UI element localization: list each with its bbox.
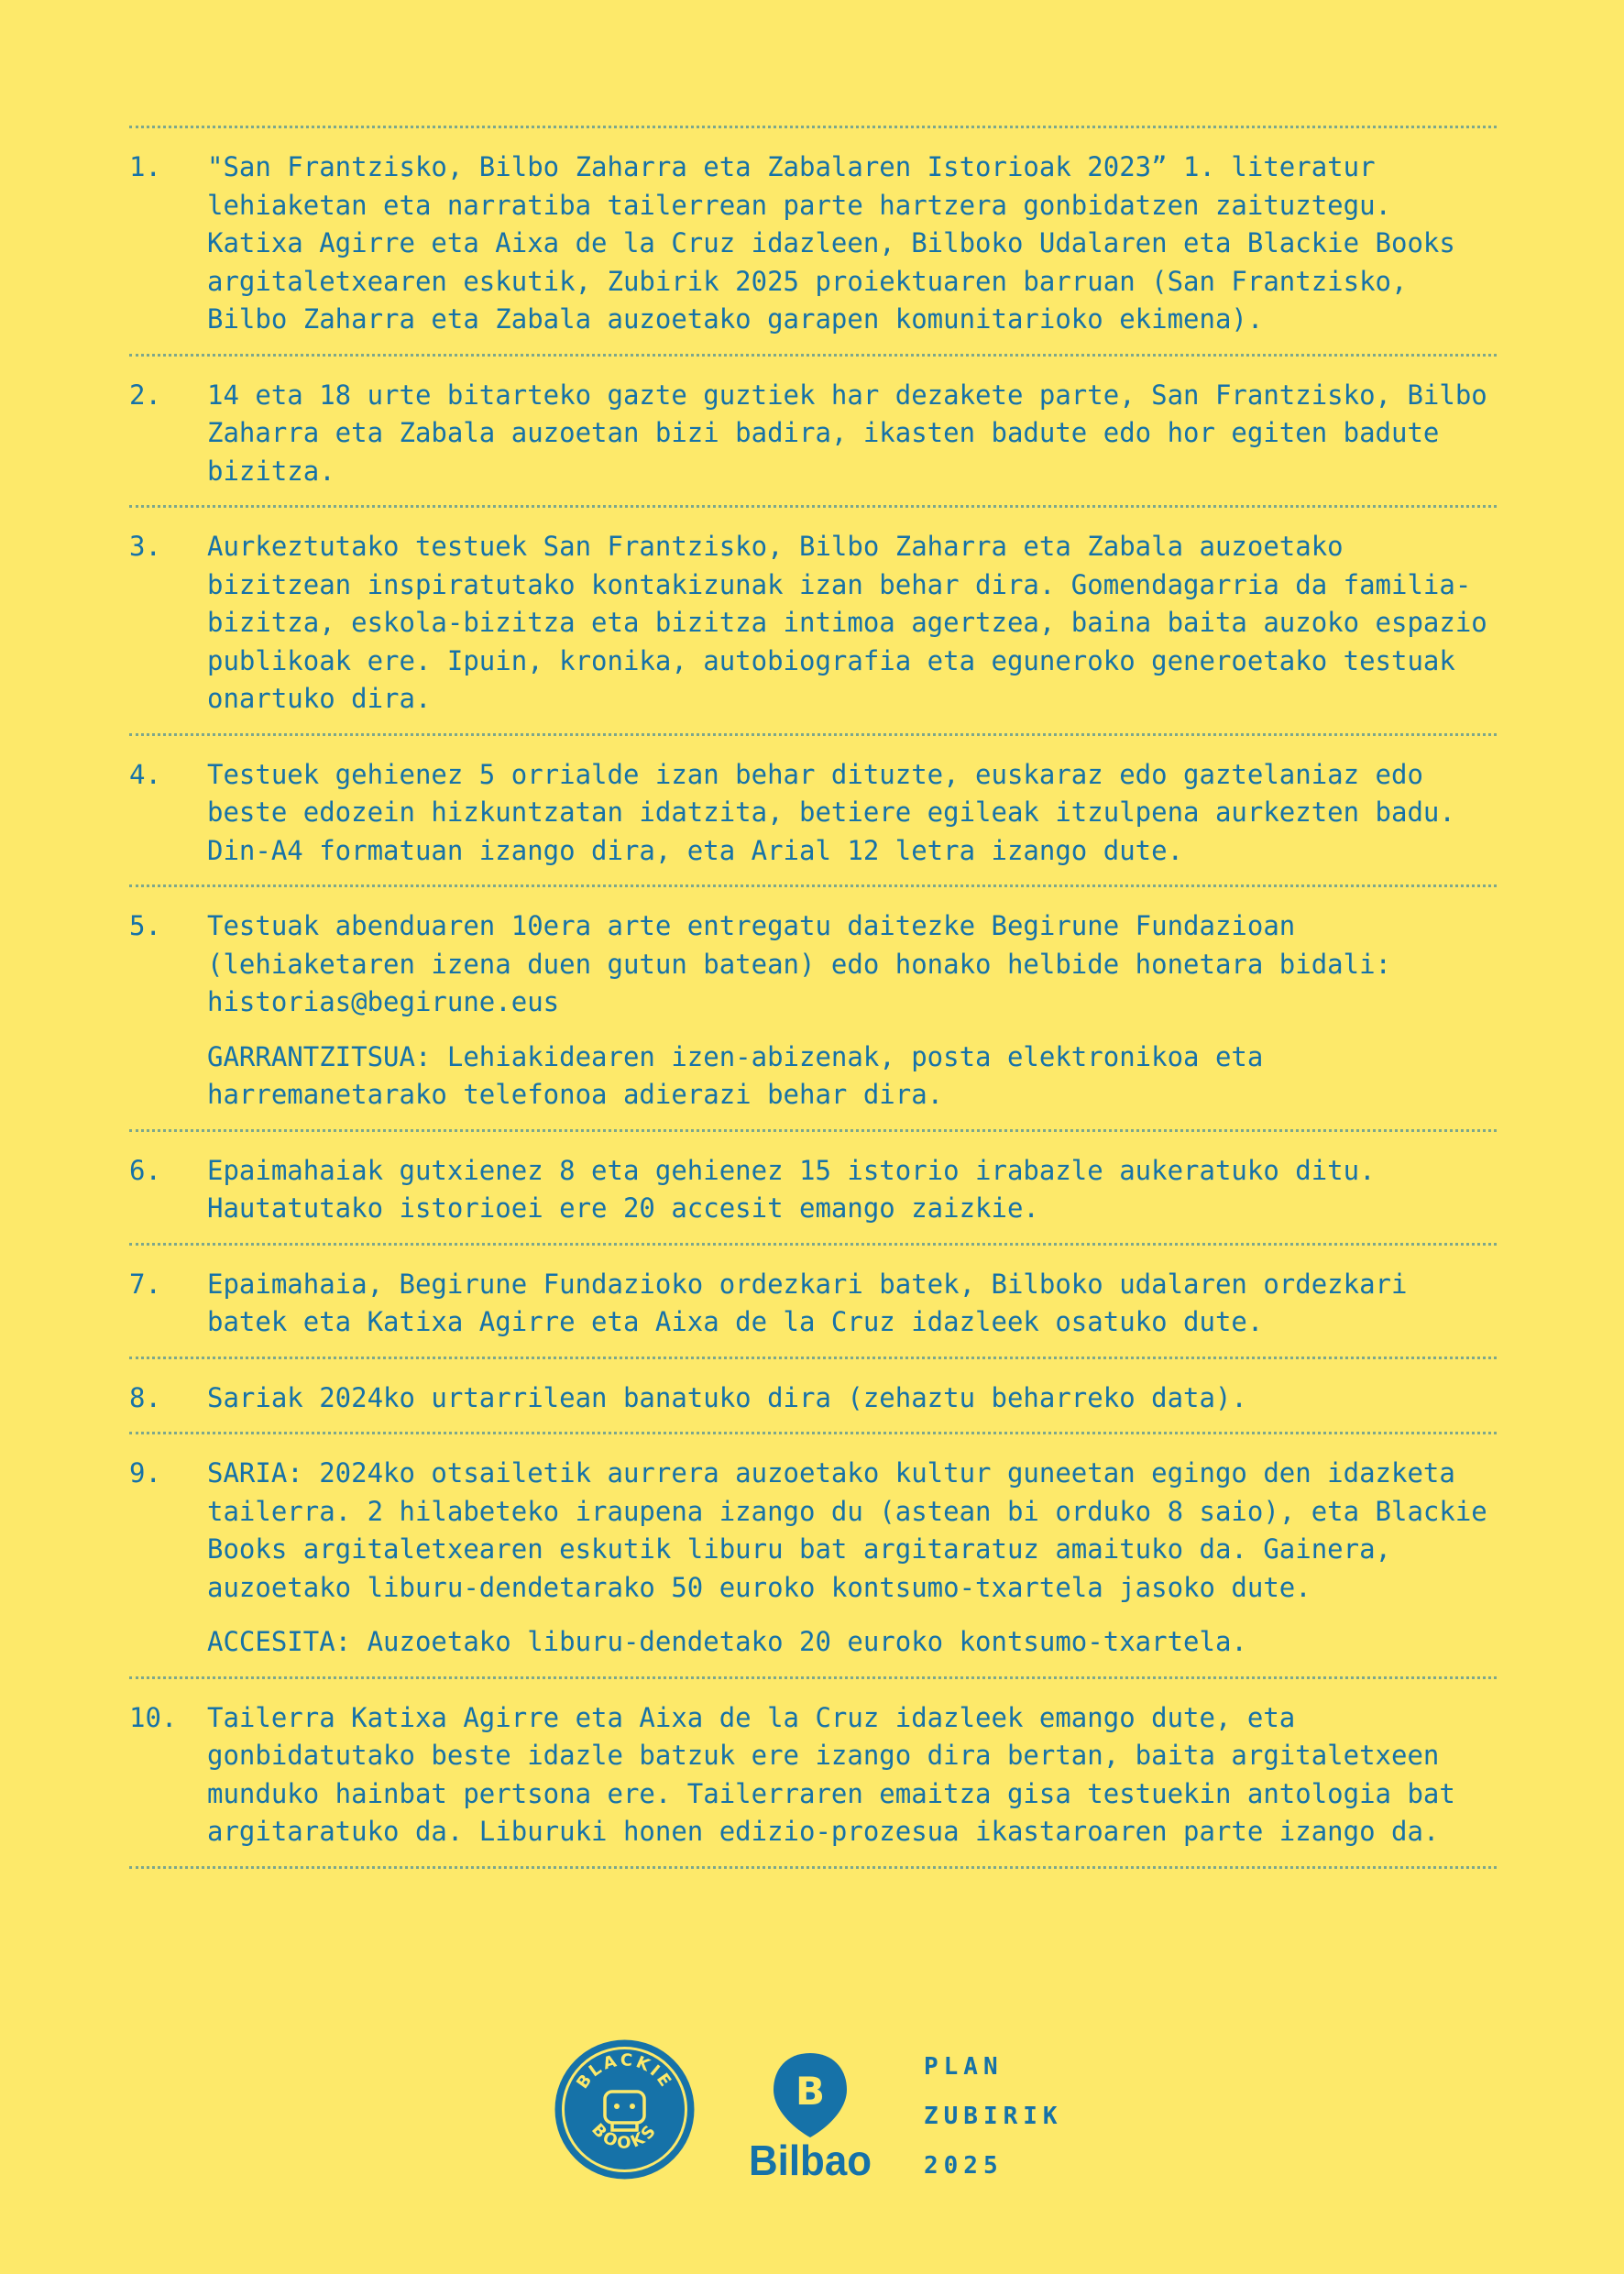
rule-paragraph: 14 eta 18 urte bitarteko gazte guztiek har dezakete parte, San Frantzisko, Bilbo Zaharra eta Zabala auzoetan bizi badira, ikasten badute edo hor egiten badute bizitza. bbox=[207, 379, 1487, 487]
rule-body bbox=[207, 1699, 1497, 1851]
bilbao-logo-text: Bilbao bbox=[749, 2137, 872, 2178]
svg-text:BLACKIE: BLACKIE bbox=[573, 2050, 676, 2093]
rule-paragraph: Tailerra Katixa Agirre eta Aixa de la Cruz idazleek emango dute, eta gonbidatutako beste idazle batzuk ere izango dira bertan, baita argitaletxeen munduko hainbat pertsona ere. Tailerraren emaitza gisa testuekin antologia bat argitaratuko da. Liburuki honen edizio-prozesua ikastaroaren parte izango da. bbox=[207, 1701, 1455, 1847]
rule-paragraph: Epaimahaiak gutxienez 8 eta gehienez 15 istorio irabazle aukeratuko ditu. Hautatutako istorioei ere 20 accesit emango zaizkie. bbox=[207, 1154, 1376, 1224]
rule-paragraph: "San Frantzisko, Bilbo Zaharra eta Zabalaren Istorioak 2023” 1. literatur lehiaketan eta narratiba tailerrean parte hartzera gonbidatzen zaituztegu. Katixa Agirre eta Aixa de la Cruz idazleen, Bilboko Udalaren eta Blackie Books argitaletxearen eskutik, Zubirik 2025 proiektuaren barruan (San Frantzisko, Bilbo Zaharra eta Zabala auzoetako garapen komunitarioko ekimena). bbox=[207, 151, 1455, 335]
blackie-books-logo-icon bbox=[554, 2038, 696, 2181]
dotted-divider bbox=[129, 1866, 1497, 1869]
rule-paragraph: SARIA: 2024ko otsailetik aurrera auzoetako kultur guneetan egingo den idazketa tailerra. 2 hilabeteko iraupena izango du (astean bi orduko 8 saio), eta Blackie Books argitaletxearen eskutik liburu bat argitaratuz amaituko da. Gainera, auzoetako liburu-dendetarako 50 euroko kontsumo-txartela jasoko dute. bbox=[207, 1457, 1487, 1603]
rule-number: 2. bbox=[129, 379, 161, 411]
plan-line: ZUBIRIK bbox=[924, 2103, 1063, 2130]
rule-item bbox=[129, 1434, 1497, 1676]
dotted-divider bbox=[129, 354, 1497, 357]
rule-body bbox=[207, 148, 1497, 339]
rule-number: 9. bbox=[129, 1457, 161, 1489]
rule-number: 6. bbox=[129, 1154, 161, 1186]
rule-paragraph: Epaimahaia, Begirune Fundazioko ordezkari batek, Bilboko udalaren ordezkari batek eta Katixa Agirre eta Aixa de la Cruz idazleek osatuko dute. bbox=[207, 1268, 1408, 1337]
rule-item bbox=[129, 508, 1497, 733]
rules-list bbox=[129, 126, 1497, 1869]
rule-paragraph: Testuek gehienez 5 orrialde izan behar dituzte, euskaraz edo gaztelaniaz edo beste edozein hizkuntzatan idatzita, betiere egileak itzulpena aurkezten badu. Din-A4 formatuan izango dira, eta Arial 12 letra izango dute. bbox=[207, 758, 1455, 866]
rule-body bbox=[207, 1455, 1497, 1662]
rule-number: 4. bbox=[129, 758, 161, 790]
rule-number: 7. bbox=[129, 1268, 161, 1300]
rule-item bbox=[129, 128, 1497, 354]
bilbao-logo-icon bbox=[746, 2049, 874, 2178]
rule-body bbox=[207, 377, 1497, 491]
dotted-divider bbox=[129, 1243, 1497, 1246]
rule-item bbox=[129, 1679, 1497, 1866]
rule-body bbox=[207, 756, 1497, 871]
dotted-divider bbox=[129, 1357, 1497, 1359]
rule-paragraph: Testuak abenduaren 10era arte entregatu daitezke Begirune Fundazioan (lehiaketaren izena duen gutun batean) edo honako helbide honetara bidali: historias@begirune.eus bbox=[207, 910, 1392, 1017]
rule-item bbox=[129, 357, 1497, 506]
rule-item bbox=[129, 1132, 1497, 1243]
rule-number: 1. bbox=[129, 151, 161, 182]
rule-body bbox=[207, 907, 1497, 1115]
rule-paragraph: Aurkeztutako testuek San Frantzisko, Bilbo Zaharra eta Zabala auzoetako bizitzean inspiratutako kontakizunak izan behar dira. Gomendagarria da familia-bizitza, eskola-bizitza eta bizitza intimoa agertzea, baina baita auzoko espazio publikoak ere. Ipuin, kronika, autobiografia eta eguneroko generoetako testuak onartuko dira. bbox=[207, 531, 1487, 714]
rule-note: GARRANTZITSUA: Lehiakidearen izen-abizenak, posta elektronikoa eta harremanetarako telefonoa adierazi behar dira. bbox=[207, 1040, 1264, 1110]
rule-note: ACCESITA: Auzoetako liburu-dendetako 20 euroko kontsumo-txartela. bbox=[207, 1626, 1247, 1657]
rule-item bbox=[129, 1246, 1497, 1357]
dotted-divider bbox=[129, 1129, 1497, 1132]
rule-body bbox=[207, 528, 1497, 719]
rule-number: 8. bbox=[129, 1381, 161, 1413]
rule-number: 5. bbox=[129, 910, 161, 941]
svg-text:BOOKS: BOOKS bbox=[587, 2119, 662, 2153]
dotted-divider bbox=[129, 733, 1497, 736]
dotted-divider bbox=[129, 1676, 1497, 1679]
rule-item bbox=[129, 887, 1497, 1129]
plan-zubirik-label bbox=[924, 2042, 1063, 2191]
dotted-divider bbox=[129, 126, 1497, 128]
rule-number: 10. bbox=[129, 1701, 178, 1733]
dotted-divider bbox=[129, 1432, 1497, 1434]
rule-number: 3. bbox=[129, 531, 161, 562]
bilbao-logo-letter: B bbox=[795, 2069, 826, 2114]
rule-paragraph: Sariak 2024ko urtarrilean banatuko dira (zehaztu beharreko data). bbox=[207, 1381, 1247, 1413]
plan-line: 2025 bbox=[924, 2152, 1004, 2180]
rule-item bbox=[129, 736, 1497, 885]
dotted-divider bbox=[129, 884, 1497, 887]
rule-item bbox=[129, 1359, 1497, 1433]
rule-body bbox=[207, 1379, 1497, 1418]
rule-body bbox=[207, 1152, 1497, 1228]
rule-body bbox=[207, 1266, 1497, 1342]
footer bbox=[0, 2033, 1624, 2198]
dotted-divider bbox=[129, 505, 1497, 508]
plan-line: PLAN bbox=[924, 2053, 1004, 2081]
